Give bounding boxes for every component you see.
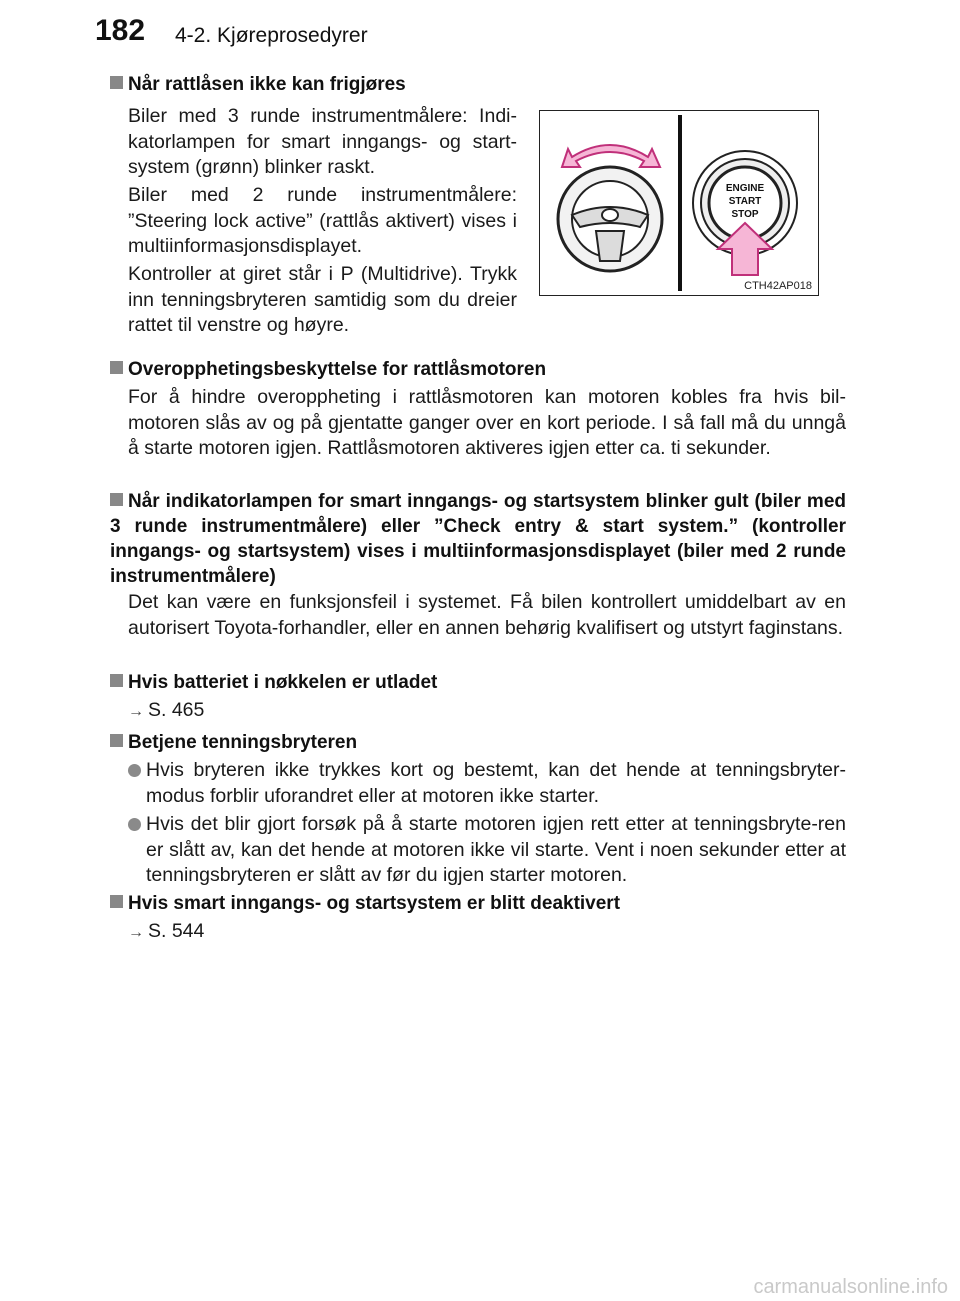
square-bullet-icon: [110, 895, 123, 908]
button-label-line2: START: [728, 196, 762, 207]
rotation-arrow-icon: [562, 145, 660, 167]
list-item: Hvis bryteren ikke trykkes kort og bestemt, kan det hende at tenningsbryter-modus forblir uforandret eller at motoren ikke starter.: [128, 758, 846, 809]
square-bullet-icon: [110, 493, 123, 506]
list-item: Hvis det blir gjort forsøk på å starte motoren igjen rett etter at tenningsbryte-ren er slått av, kan det hende at motoren ikke vil starte. Vent i noen sekunder etter at tenningsbryteren er slått av før du igjen starter motoren.: [128, 812, 846, 889]
page-reference: → S. 544: [128, 920, 205, 942]
watermark: carmanualsonline.info: [753, 1276, 948, 1298]
paragraph: Biler med 3 runde instrumentmålere: Indi-katorlampen for smart inngangs- og start-system (grønn) blinker raskt.: [128, 105, 517, 178]
heading-steering-lock: Når rattlåsen ikke kan frigjøres: [110, 72, 406, 97]
heading-operate-switch: Betjene tenningsbryteren: [110, 730, 357, 755]
section-title: 4-2. Kjøreprosedyrer: [175, 24, 368, 47]
square-bullet-icon: [110, 76, 123, 89]
steering-wheel-icon: [558, 167, 662, 271]
circle-bullet-icon: [128, 764, 141, 777]
heading-system-deactivated: Hvis smart inngangs- og startsystem er blitt deaktivert: [110, 891, 620, 916]
paragraph: Biler med 2 runde instrumentmålere: ”Steering lock active” (rattlås aktivert) vises i multiinformasjonsdisplayet.: [128, 184, 517, 257]
steering-and-start-button-icon: [540, 111, 818, 295]
heading-key-battery: Hvis batteriet i nøkkelen er utladet: [110, 670, 437, 695]
paragraph: Kontroller at giret står i P (Multidrive). Trykk inn tenningsbryteren samtidig som du dreier rattet til venstre og høyre.: [128, 263, 517, 336]
figure-code: CTH42AP018: [744, 280, 812, 292]
circle-bullet-icon: [128, 818, 141, 831]
steering-illustration: [539, 110, 819, 296]
paragraph: For å hindre overoppheting i rattlåsmotoren kan motoren kobles fra hvis bil-motoren slås av og på gjentatte ganger over en kort periode. I så fall må du unngå å starte motoren igjen. Rattlåsmotoren aktiveres igjen etter ca. ti sekunder.: [128, 386, 846, 459]
button-label-line1: ENGINE: [725, 183, 765, 194]
heading-overheat-protection: Overopphetingsbeskyttelse for rattlåsmotoren: [110, 357, 546, 382]
paragraph: Det kan være en funksjonsfeil i systemet. Få bilen kontrollert umiddelbart av en autorisert Toyota-forhandler, eller en annen behørig kvalifisert og utstyrt faginstans.: [128, 591, 846, 639]
square-bullet-icon: [110, 361, 123, 374]
page-number: 182: [95, 14, 146, 47]
button-label-line3: STOP: [731, 209, 759, 220]
square-bullet-icon: [110, 674, 123, 687]
square-bullet-icon: [110, 734, 123, 747]
heading-indicator-flashing: Når indikatorlampen for smart inngangs- og startsystem blinker gult (biler med 3 runde instrumentmålere) eller ”Check entry & start system.” (kontroller inngangs- og startsystem) vises i multiinformasjonsdisplayet (biler med 2 runde instrumentmålere): [110, 491, 846, 587]
arrow-right-icon: →: [128, 703, 144, 720]
page-reference: → S. 465: [128, 699, 205, 721]
arrow-right-icon: →: [128, 924, 144, 941]
